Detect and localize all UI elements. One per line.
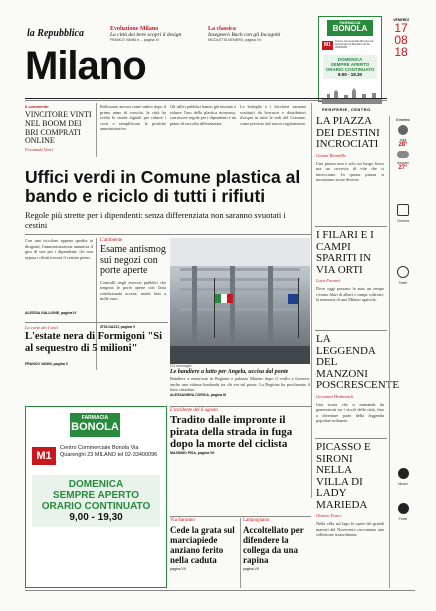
ad-line-2: SEMPRE APERTO: [330, 62, 370, 67]
teaser-2-title: Insegnerò Bach con gli Incogniti: [208, 32, 281, 38]
commento-kicker: Il commento: [25, 104, 49, 109]
right3-byline: Giovanni Hrabanich: [316, 393, 354, 399]
photo-caption-title: Le bandiere a lutto per Angela, uccisa dal ponte: [170, 369, 289, 375]
mask-icon[interactable]: [397, 266, 409, 278]
periferie-label: PERIFERIE, CENTRO: [322, 107, 371, 112]
bottom-pharmacy-ad[interactable]: [25, 406, 167, 588]
corte-title: L'estate nera di Formigoni "Si al sequestro di 5 milioni": [25, 331, 163, 354]
lampugnano[interactable]: [243, 518, 310, 571]
col2-text: Rafforzato ancora come subito dopo il primo anno di crescita, la città ha scelto le strade digitali per ridurre i costi e semplificare le pratiche amministrative.: [100, 104, 166, 132]
photo-byline: ALESSANDRA CORICA, pagina III: [170, 393, 227, 397]
right-story-1[interactable]: [316, 116, 384, 217]
pharmacy-logo-name: BONOLA: [332, 24, 368, 33]
pharmacy-logo: [327, 20, 373, 36]
sidebar-temp-1: 28°: [398, 142, 408, 148]
sabotaggio-byline: pagina VII: [170, 567, 186, 571]
ambiente[interactable]: [100, 238, 166, 329]
photo-caption-text: Bandiere a mezz'asta in Regione e palazzo Marino dopo il crollo a Genova: anche una vittima lombarda tra chi era sul ponte. La Regione ha proclamato il lutto cittadino.: [170, 376, 310, 393]
sun-icon: [398, 125, 408, 135]
sidebar-label-2: oggi: [399, 138, 407, 142]
lead-byline: ALESSIA GALLIONE, pagina IV: [25, 311, 77, 315]
page-title: Milano: [25, 44, 146, 88]
sabotaggio-kicker: Via Saronno: [170, 518, 195, 523]
film-icon[interactable]: [397, 204, 409, 216]
corte-byline: FRANCO VANNI, pagina V: [25, 362, 69, 366]
sidebar-label-5[interactable]: Teatri: [398, 281, 408, 285]
teaser-1-byline: FRANCO VANNI e..., pagina XI: [110, 38, 159, 42]
bottom-ad-line-3: ORARIO CONTINUATO: [41, 501, 151, 512]
sabotaggio-title: Cede la grata sul marciapiede anziano ferito nella caduta: [170, 525, 235, 565]
lead-text: Con una circolare appena spedita ai dirigenti, l'amministrazione annuncia il giro di vite per i dipendenti: chi non separa i rifiuti troverà il cestino pieno.: [25, 238, 93, 260]
pharmacy-hours: [323, 55, 377, 79]
ad-line-3: ORARIO CONTINUATO: [325, 67, 375, 72]
right4-byline: Ottavio Fusco: [316, 513, 342, 518]
right4-text: Nella villa sul lago le opere dei grandi maestri del Novecento raccontano una collezione straordinaria.: [316, 521, 384, 538]
incidente-byline: MASSIMO PISA, pagina VII: [170, 451, 215, 455]
bottom-ad-line-4: 9,00 - 19,30: [69, 512, 123, 523]
ambiente-title: Esame antismog sui negozi con porte aperte: [100, 244, 166, 276]
bottom-pharmacy-logo-name: BONOLA: [71, 421, 119, 433]
date-year: 18: [394, 45, 408, 59]
right2-text: Dove oggi passano le auto un tempo c'erano filari di alberi e campi coltivati: la memoria di una Milano agricola.: [316, 286, 384, 303]
lead-title[interactable]: Uffici verdi in Comune plastica al bando e riciclo di tutti i rifiuti: [25, 167, 301, 206]
cloud-icon: [397, 151, 409, 158]
lead-photo[interactable]: [170, 238, 310, 364]
sidebar-label-3: domani: [397, 161, 409, 165]
metro-m1-badge: M1: [322, 41, 333, 50]
teaser-1-kicker: Evoluzione Milano: [110, 26, 159, 32]
incidente-kicker: L'incidente del 6 agosto: [170, 408, 218, 413]
sidebar-label-7[interactable]: Feste: [398, 517, 408, 521]
teaser-2[interactable]: [208, 26, 300, 42]
sidebar-temp-2: 27°: [398, 165, 408, 171]
skyline-icon: [322, 88, 382, 104]
right3-text: Una storia che si tramanda da generazioni tra i vicoli della città, fino a diventare parte della leggenda popolare milanese.: [316, 401, 384, 424]
commento-byline: Fernanda Vinci: [25, 147, 54, 153]
ambiente-text: Controlli negli esercizi pubblici che tengono le porte aperte con l'aria condizionata accesa: multe fino a mille euro.: [100, 279, 166, 302]
date-day: 17: [394, 21, 408, 35]
lampugnano-kicker: Lampugnano: [243, 518, 270, 523]
museum-icon[interactable]: [398, 468, 409, 479]
bottom-ad-line-1: DOMENICA: [68, 479, 124, 490]
date-box: [388, 18, 414, 58]
commento-title: VINCITORE VINTI NEL BOOM DEI BRI COMPRATI ONLINE: [25, 110, 92, 146]
date-month: 08: [394, 33, 408, 47]
right-story-4[interactable]: [316, 442, 384, 611]
corte[interactable]: [25, 325, 165, 366]
teaser-2-kicker: La classica: [208, 26, 236, 32]
right-story-3[interactable]: [316, 333, 400, 452]
sabotaggio[interactable]: [170, 518, 238, 571]
ambiente-byline: ZITA DAZZI, pagina V: [100, 324, 136, 329]
col4-text: Le bottiglie e i bicchieri saranno sostituiti da borracce e distributori d'acqua in tutte le sedi del Comune, come previsto dal nuovo regolamento.: [240, 104, 306, 126]
teaser-2-byline: NICOLETTA SEMERO, pagina XV: [208, 38, 262, 42]
lampugnano-title: Accoltellato per difendere la collega da una rapina: [243, 525, 304, 565]
bottom-pharmacy-logo: [70, 413, 120, 437]
incidente-title: Tradito dalle impronte il pirata della strada in fuga dopo la morte del ciclista: [170, 414, 293, 450]
bottom-ad-line-2: SEMPRE APERTO: [52, 490, 140, 501]
photo-caption-tag: Chi ammaglia: [170, 364, 192, 368]
right3-title: LA LEGGENDA DEL MANZONI POSCRESCENTE: [316, 333, 400, 391]
right1-text: Una piazza non è solo un luogo fisico ma un crocevia di vite che si intrecciano. In questa piazza si incontrano storie diverse.: [316, 160, 384, 183]
party-icon[interactable]: [398, 503, 409, 514]
right4-title: PICASSO E SIRONI NELLA VILLA DI LADY MARIEDA: [316, 441, 371, 511]
commento[interactable]: [25, 104, 93, 152]
lead-subtitle: Regole più strette per i dipendenti: senza differenziata non saranno svuotati i cestini: [25, 210, 286, 230]
ad-line-4: 9.00 - 19.30: [337, 72, 363, 77]
lampugnano-byline: pagina VII: [243, 567, 259, 571]
sidebar-label-1: Il meteo: [396, 118, 410, 122]
right2-title: I FILARI E I CAMPI SPARITI IN VIA ORTI: [316, 229, 374, 276]
ambiente-kicker: L'ambiente: [100, 238, 123, 243]
sidebar: [391, 118, 415, 521]
bottom-pharmacy-logo-small: FARMACIA: [81, 415, 109, 421]
right1-title: LA PIAZZA DEI DESTINI INCROCIATI: [316, 115, 380, 150]
right1-byline: Gianni Biondillo: [316, 152, 347, 158]
bottom-metro-m1-badge: M1: [32, 447, 56, 465]
pharmacy-address: Centro Commerciale Bonola Via Quarenghi 23 MILANO tel 02-33400096: [335, 40, 374, 50]
incidente[interactable]: [170, 408, 310, 455]
ad-line-1: DOMENICA: [337, 57, 363, 62]
col3-text: Gli uffici pubblici hanno già iniziato a ridurre l'uso della plastica monouso, con nuove regole per i dipendenti e un piano di raccolta differenziata.: [170, 104, 236, 126]
bottom-pharmacy-address: Centro Commerciale Bonola Via Quarenghi 23 MILANO tel 02-33400096: [60, 445, 158, 458]
right-story-2[interactable]: [316, 230, 384, 332]
teaser-1[interactable]: [110, 26, 204, 42]
teaser-1-title: La città dei bere scoprì il design: [110, 32, 182, 38]
masthead-brand[interactable]: la Repubblica: [27, 28, 84, 39]
right2-byline: Luca Fornari: [316, 278, 341, 283]
photo-caption: [170, 364, 310, 397]
bottom-pharmacy-hours: [32, 475, 160, 527]
date-weekday: VENERDÌ: [393, 18, 409, 22]
sidebar-label-4[interactable]: Cinema: [396, 219, 410, 223]
pharmacy-logo-small: FARMACIA: [339, 20, 361, 25]
corte-kicker: La corte dei Conti: [25, 325, 58, 330]
sidebar-label-6[interactable]: Musei: [398, 482, 408, 486]
